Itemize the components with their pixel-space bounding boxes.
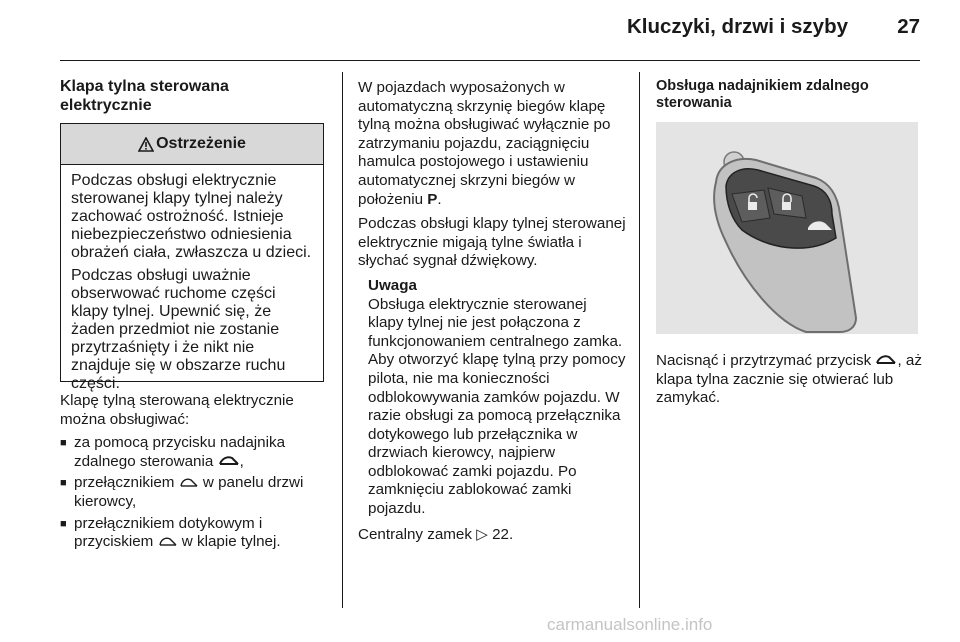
header-rule: [60, 60, 920, 61]
reference-page-link[interactable]: 22.: [492, 525, 514, 543]
signals-paragraph: Podczas obsługi klapy tylnej sterowanej elektrycznie migają tylne światła i słychać sygnał dźwiękowy.: [358, 215, 626, 270]
tailgate-switch-icon: [179, 476, 199, 488]
tailgate-switch-icon: [158, 535, 178, 547]
automatic-gearbox-paragraph: W pojazdach wyposażonych w automatyczną skrzynię biegów klapę tylną można obsługiwać wyłącznie po zatrzymaniu pojazdu, zaciągnięciu hamulca postojowego i ustawieniu automatycznej skrzyni biegów w położeniu P.: [358, 79, 611, 208]
warning-body: [61, 165, 323, 393]
warning-heading: Ostrzeżenie: [156, 135, 246, 152]
remote-instruction-paragraph: Nacisnąć i przytrzymać przycisk , aż klapa tylna zacznie się otwierać lub zamykać.: [656, 352, 922, 407]
section-title: Klapa tylna sterowana elektrycznie: [60, 78, 229, 114]
reference-arrow-icon: ▷: [476, 525, 488, 543]
col3-body: [656, 352, 922, 408]
warning-para-2: Podczas obsługi uważnie obserwować ruchome części klapy tylnej. Upewnić się, że żaden przedmiot nie zostanie przytrzaśnięty i że nikt nie znajduje się w obszarze ruchu części.: [71, 267, 286, 392]
warning-triangle-icon: [138, 137, 154, 152]
note-block: [358, 277, 626, 519]
column-divider-1: [342, 72, 343, 608]
remote-key-illustration: [656, 122, 918, 334]
intro-paragraph: Klapę tylną sterowaną elektrycznie można obsługiwać:: [60, 392, 294, 428]
bullet-item-1: ■ za pomocą przycisku nadajnika zdalnego sterowania ,: [60, 434, 286, 470]
note-text: Obsługa elektrycznie sterowanej klapy tylnej nie jest połączona z funkcjonowaniem centralnego zamka. Aby otworzyć klapę tylną przy pomocy pilota, nie ma konieczności odblokowywania zamków pojazdu. W razie obsługi za pomocą przełącznika dotykowego lub przełącznika w drzwiach kierowcy, najpierw odblokować zamki pojazdu. Po zamknięciu zablokować zamki pojazdu.: [368, 295, 626, 518]
bullet-marker: ■: [60, 477, 67, 490]
remote-control-title: Obsługa nadajnikiem zdalnego sterowania: [656, 78, 869, 111]
header-title: Kluczyki, drzwi i szyby: [626, 15, 848, 38]
page-number: 27: [897, 15, 920, 38]
remote-key-image: [656, 122, 918, 334]
warning-header: [61, 124, 323, 165]
bullet-marker: ■: [60, 437, 67, 450]
tailgate-remote-icon: [218, 455, 240, 467]
watermark: carmanualsonline.info: [547, 615, 713, 634]
note-title: Uwaga: [368, 276, 417, 294]
tailgate-remote-icon: [875, 354, 897, 366]
column-divider-2: [639, 72, 640, 608]
bullet-marker: ■: [60, 517, 67, 530]
warning-para-1: Podczas obsługi elektrycznie sterowanej klapy tylnej należy zachować ostrożność. Istnieje niebezpieczeństwo odniesienia obrażeń ciała, zwłaszcza u dzieci.: [71, 172, 312, 261]
warning-box: [60, 123, 324, 392]
col2-body: [358, 79, 626, 544]
col1-body: [60, 392, 326, 555]
cross-reference: Centralny zamek ▷ 22.: [358, 525, 514, 543]
bullet-item-2: ■ przełącznikiem w panelu drzwi kierowcy,: [60, 474, 304, 510]
bullet-item-3: ■ przełącznikiem dotykowym i przyciskiem w klapie tylnej.: [60, 514, 281, 551]
